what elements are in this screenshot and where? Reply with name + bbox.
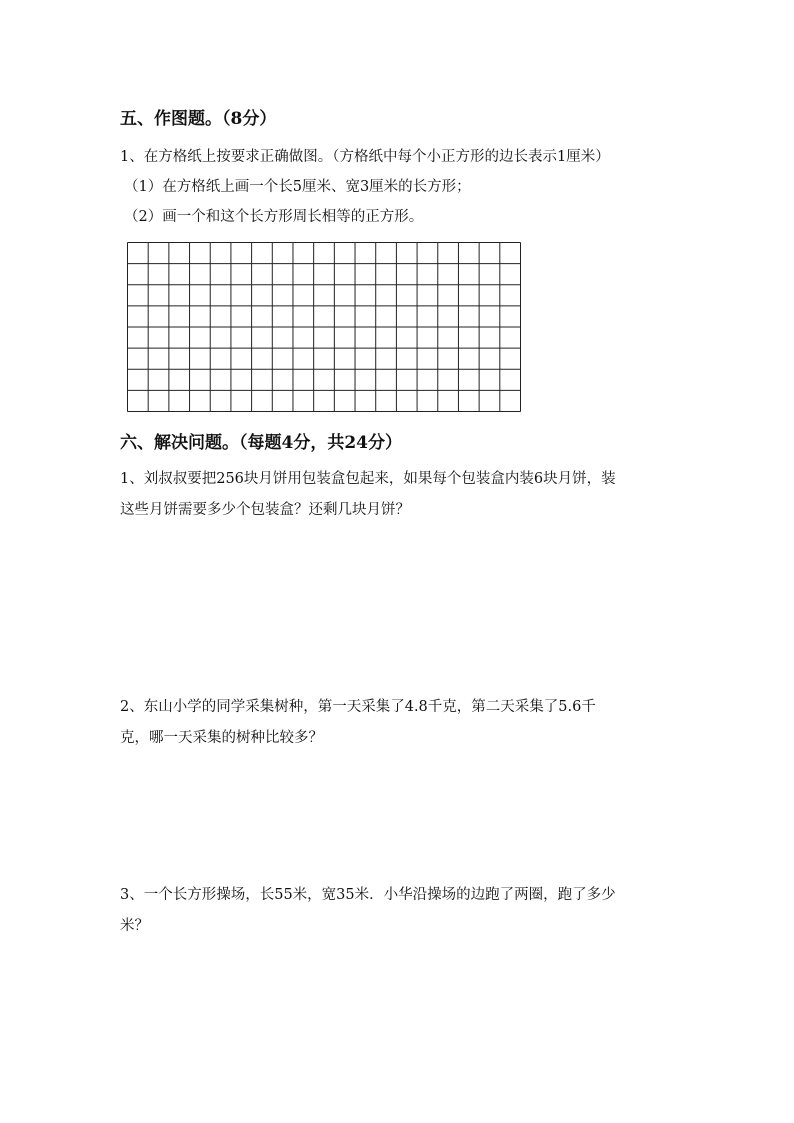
question-6-2-line-2: 克，哪一天采集的树种比较多？ [120, 730, 323, 746]
question-6-3-line-1: 3、一个长方形操场，长55米，宽35米．小华沿操场的边跑了两圈，跑了多少 [120, 887, 616, 903]
question-5-1: 1、在方格纸上按要求正确做图。（方格纸中每个小正方形的边长表示1厘米） [120, 149, 610, 165]
square-grid-paper [127, 242, 521, 412]
question-6-2-line-1: 2、东山小学的同学采集树种，第一天采集了4.8千克，第二天采集了5.6千 [120, 699, 596, 715]
question-6-3-line-2: 米？ [120, 918, 149, 934]
section-5-title: 五、作图题。（8分） [120, 109, 277, 129]
question-5-1-part-1: （1）在方格纸上画一个长5厘米、宽3厘米的长方形； [124, 179, 471, 195]
question-6-1-line-2: 这些月饼需要多少个包装盒？还剩几块月饼？ [120, 502, 410, 518]
question-6-1-line-1: 1、刘叔叔要把256块月饼用包装盒包起来，如果每个包装盒内装6块月饼，装 [120, 471, 616, 487]
section-6-title: 六、解决问题。（每题4分，共24分） [120, 433, 402, 453]
question-5-1-part-2: （2）画一个和这个长方形周长相等的正方形。 [124, 209, 424, 225]
